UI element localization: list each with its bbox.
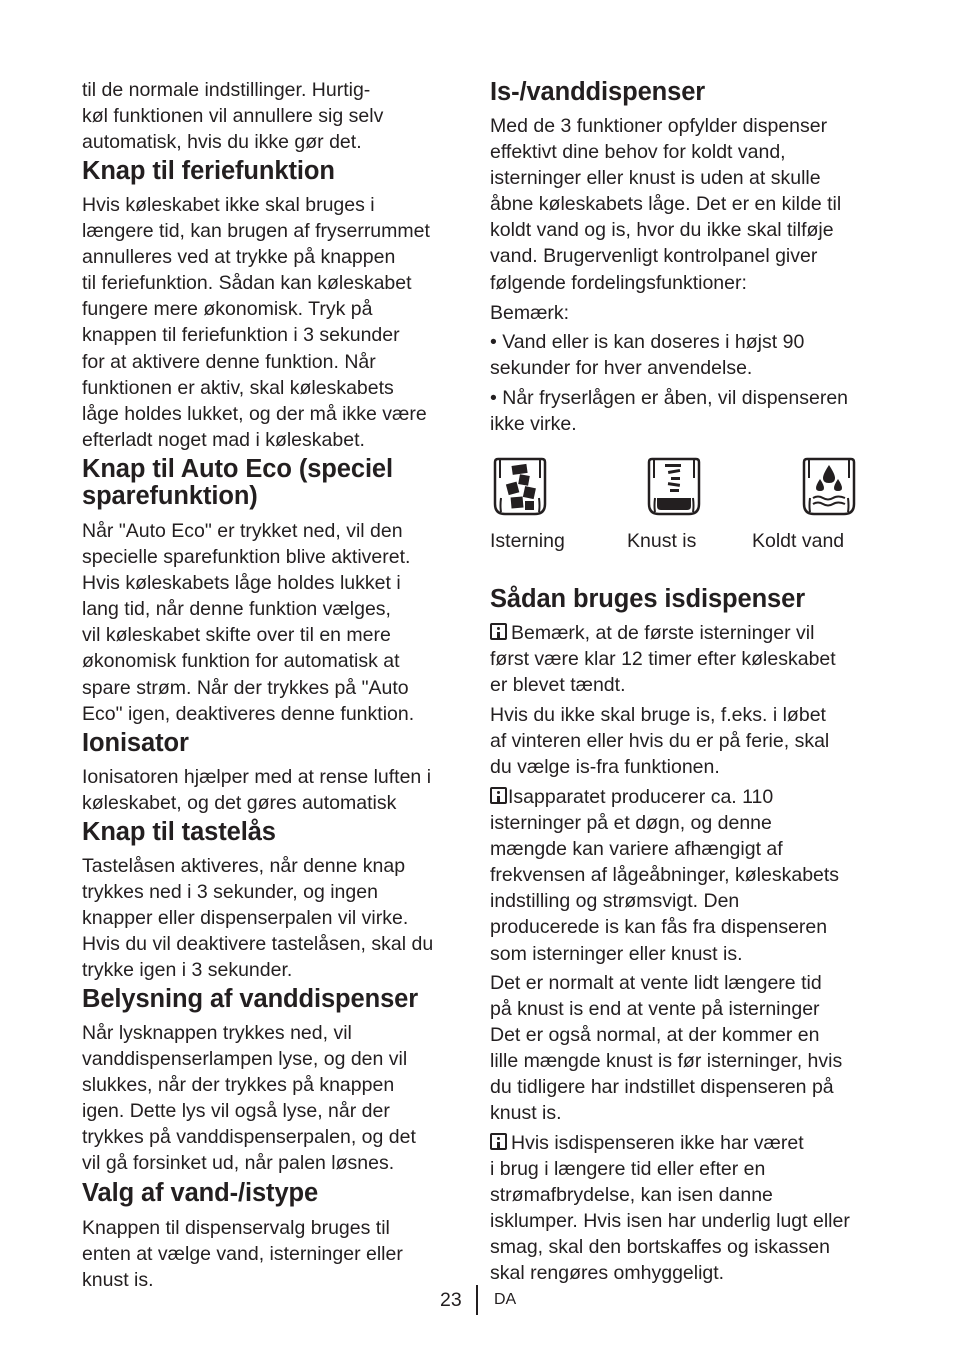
heading-ionisator: Ionisator [82,729,189,757]
info-icon [490,787,507,804]
heading-dispenser: Is-/vanddispenser [490,78,706,106]
usage-note-1-text: Bemærk, at de første isterninger vil først være klar 12 timer efter køleskabet er blevet tændt. [490,622,836,697]
cold-water-icon [801,456,857,518]
body-dispenser: Med de 3 funktioner opfylder dispenser effektivt dine behov for koldt vand, isterninger eller knust is uden at skulle åbne køleskabets låge. Det er en kilde til koldt vand og is, hvor du ikke skal tilføje vand. Brugervenligt kontrolpanel giver følgende fordelingsfunktioner: [490,115,842,294]
footer-divider [476,1285,478,1315]
heading-tastelaas: Knap til tastelås [82,818,276,846]
label-koldt-vand: Koldt vand [752,530,845,552]
usage-para-2: Det er normalt at vente lidt længere tid på knust is end at vente på isterninger Det er også normal, at der kommer en lille mængde knust is før isterninger, hvis du tidligere har indstillet dispenseren på knust is. [490,972,843,1125]
usage-note-2-text: Isapparatet producerer ca. 110 isterninger på et døgn, og denne mængde kan variere afhængigt af frekvensen af lågeåbninger, køleskabets indstilling og strømsvigt. Den producerede is kan fås fra dispenseren som isterninger eller knust is. [490,786,840,965]
body-ionisator: Ionisatoren hjælper med at rense luften i køleskabet, og det gøres automatisk [82,766,432,815]
crushed-ice-icon [646,456,702,518]
dispenser-icons [490,456,880,520]
heading-vand-istype: Valg af vand-/istype [82,1179,319,1207]
bullet-dose-time: • Vand eller is kan doseres i højst 90 sekunder for hver anvendelse. [490,331,805,380]
label-isterning: Isterning [490,530,565,552]
heading-belysning: Belysning af vanddispenser [82,985,419,1013]
heading-usage: Sådan bruges isdispenser [490,585,806,613]
body-vand-istype: Knappen til dispenservalg bruges til enten at vælge vand, isterninger eller knust is. [82,1217,403,1292]
usage-note-2 [490,784,880,967]
label-knust-is: Knust is [627,530,697,552]
intro-text: til de normale indstillinger. Hurtig- køl funktionen vil annullere sig selv automatisk, hvis du ikke gør det. [82,79,384,154]
note-label: Bemærk: [490,302,570,324]
body-belysning: Når lysknappen trykkes ned, vil vanddispenserlampen lyse, og den vil slukkes, når der trykkes på knappen igen. Dette lys vil også lyse, når der trykkes på vanddispenserpalen, og det vil gå forsinket ud, når palen løsnes. [82,1022,416,1175]
usage-para-1: Hvis du ikke skal bruge is, f.eks. i løbet af vinteren eller hvis du er på ferie, skal du vælge is-fra funktionen. [490,704,830,779]
body-auto-eco: Når "Auto Eco" er trykket ned, vil den specielle sparefunktion blive aktiveret. Hvis køleskabets låge holdes lukket i lang tid, når denne funktion vælges, vil køleskabet skifte over til en mere økonomisk funktion for automatisk at spare strøm. Når der trykkes på "Auto Eco" igen, deaktiveres denne funktion. [82,520,415,725]
language-code: DA [494,1291,517,1308]
body-feriefunktion: Hvis køleskabet ikke skal bruges i længere tid, kan brugen af fryserrummet annulleres ved at trykke på knappen til feriefunktion. Sådan kan køleskabet fungere mere økonomisk. Tryk på knappen til feriefunktion i 3 sekunder for at aktivere denne funktion. Når funktionen er aktiv, skal køleskabets låge holdes lukket, og der må ikke være efterladt noget mad i køleskabet. [82,194,430,451]
heading-auto-eco: Knap til Auto Eco (speciel sparefunktion) [82,455,393,510]
usage-note-3 [490,1130,880,1287]
usage-note-3-text: Hvis isdispenseren ikke har været i brug i længere tid eller efter en strømafbrydelse, kan isen danne isklumper. Hvis isen har underlig lugt eller smag, skal den bortskaffes og iskassen skal rengøres omhyggeligt. [490,1132,850,1285]
info-icon [490,1133,507,1150]
heading-feriefunktion: Knap til feriefunktion [82,157,335,185]
bullet-freezer-open: • Når fryserlågen er åben, vil dispenseren ikke virke. [490,387,849,436]
page-number: 23 [440,1289,462,1311]
ice-cube-icon [492,456,548,518]
info-icon [490,623,507,640]
body-tastelaas: Tastelåsen aktiveres, når denne knap trykkes ned i 3 sekunder, og ingen knapper eller dispenserpalen vil virke. Hvis du vil deaktivere tastelåsen, skal du trykke igen i 3 sekunder. [82,855,434,982]
usage-note-1 [490,620,880,698]
